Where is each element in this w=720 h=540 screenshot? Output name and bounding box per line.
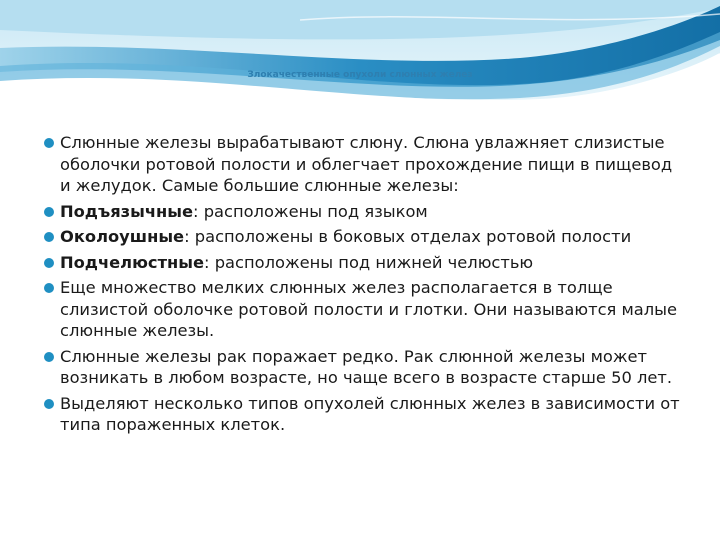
bullet-item bbox=[44, 201, 684, 223]
bullet-item bbox=[44, 252, 684, 274]
bullet-point-icon bbox=[44, 283, 54, 293]
slide-title: Злокачественные опухоли слюнных желез bbox=[247, 70, 473, 80]
bullet-term: Подъязычные bbox=[60, 201, 194, 221]
bullet-point-icon bbox=[44, 352, 54, 362]
bullet-point-icon bbox=[44, 138, 54, 148]
bullet-text: Выделяют несколько типов опухолей слюнных желез в зависимости от типа пораженных клеток. bbox=[60, 393, 680, 434]
bullet-point-icon bbox=[44, 207, 54, 217]
header-wave-decoration bbox=[0, 0, 720, 110]
bullet-term: Подчелюстные bbox=[60, 252, 205, 272]
bullet-term: Околоушные bbox=[60, 227, 185, 246]
bullet-text: Слюнные железы рак поражает редко. Рак слюнной железы может возникать в любом возрасте, но чаще всего в возрасте старше 50 лет. bbox=[60, 346, 673, 387]
bullet-text: Слюнные железы вырабатывают слюну. Слюна увлажняет слизистые оболочки ротовой полости и облегчает прохождение пищи в пищевод и желудок. Самые большие слюнные железы: bbox=[60, 133, 673, 195]
bullet-text: : расположены в боковых отделах ротовой полости bbox=[184, 227, 632, 246]
bullet-point-icon bbox=[44, 258, 54, 268]
bullet-point-icon bbox=[44, 232, 54, 242]
bullet-point-icon bbox=[44, 399, 54, 409]
bullet-item bbox=[44, 132, 684, 197]
bullet-item bbox=[44, 393, 684, 436]
bullet-text: : расположены под нижней челюстью bbox=[204, 252, 534, 272]
bullet-item bbox=[44, 346, 684, 389]
bullet-item bbox=[44, 226, 684, 248]
bullet-text: Еще множество мелких слюнных желез располагается в толще слизистой оболочке ротовой полости и глотки. Они называются малые слюнные железы. bbox=[60, 278, 678, 340]
bullet-text: : расположены под языком bbox=[193, 201, 428, 221]
bullet-item bbox=[44, 277, 684, 342]
bullet-list bbox=[44, 132, 684, 440]
